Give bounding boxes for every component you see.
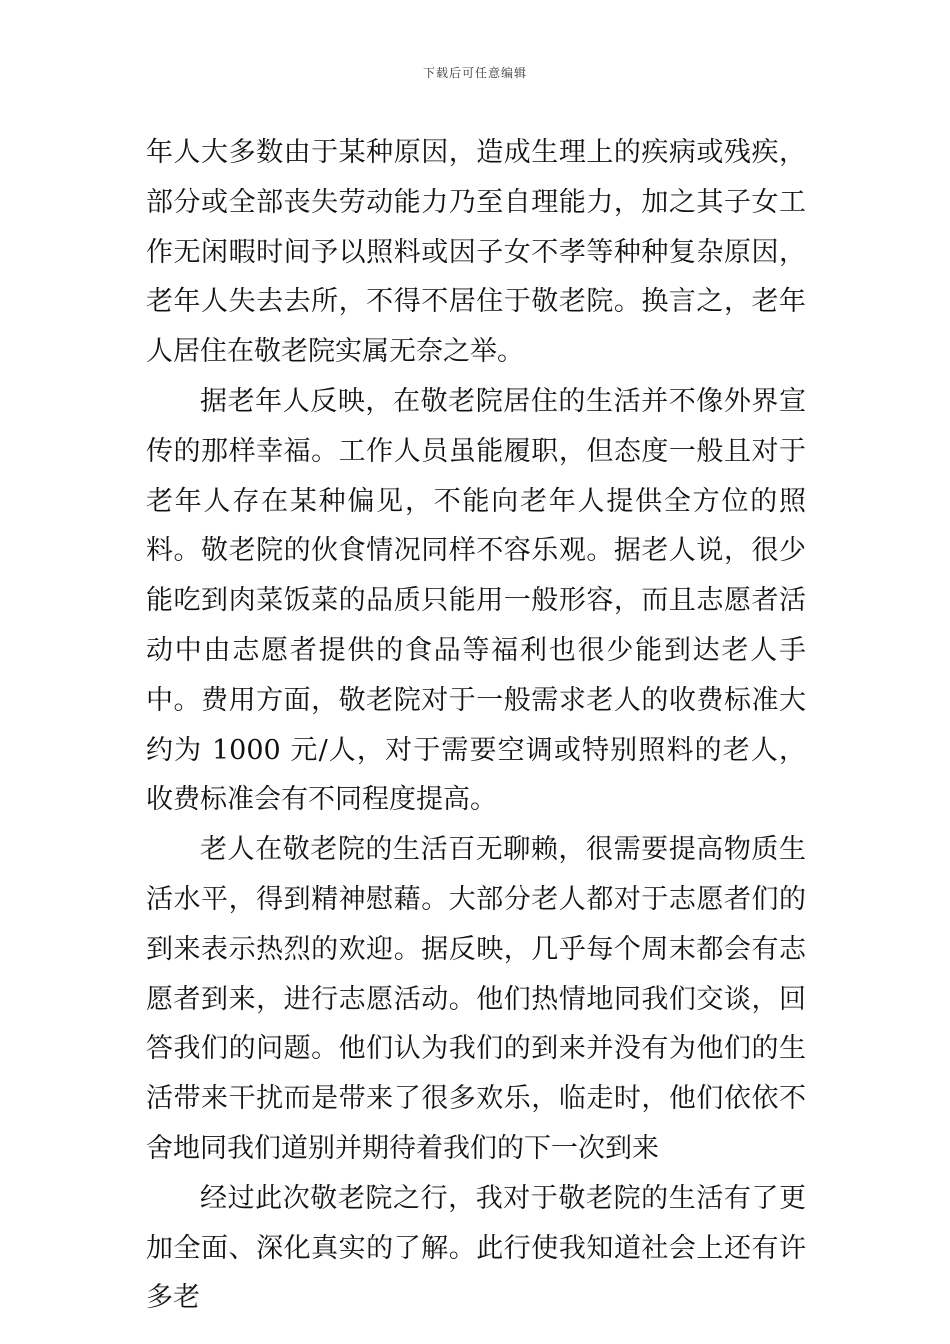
document-body: [146, 128, 806, 1323]
paragraph-4: 经过此次敬老院之行，我对于敬老院的生活有了更加全面、深化真实的了解。此行使我知道社会上还有许多老: [146, 1182, 806, 1314]
paragraph-1: 年人大多数由于某种原因，造成生理上的疾病或残疾，部分或全部丧失劳动能力乃至自理能力，加之其子女工作无闲暇时间予以照料或因子女不孝等种种复杂原因，老年人失去去所，不得不居住于敬老院。换言之，老年人居住在敬老院实属无奈之举。: [146, 137, 806, 368]
paragraph-2: 据老年人反映，在敬老院居住的生活并不像外界宣传的那样幸福。工作人员虽能履职，但态度一般且对于老年人存在某种偏见，不能向老年人提供全方位的照料。敬老院的伙食情况同样不容乐观。据老人说，很少能吃到肉菜饭菜的品质只能用一般形容，而且志愿者活动中由志愿者提供的食品等福利也很少能到达老人手中。费用方面，敬老院对于一般需求老人的收费标准大约为 1000 元/人，对于需要空调或特别照料的老人，收费标准会有不同程度提高。: [146, 385, 806, 816]
paragraph-3: 老人在敬老院的生活百无聊赖，很需要提高物质生活水平，得到精神慰藉。大部分老人都对于志愿者们的到来表示热烈的欢迎。据反映，几乎每个周末都会有志愿者到来，进行志愿活动。他们热情地同我们交谈，回答我们的问题。他们认为我们的到来并没有为他们的生活带来干扰而是带来了很多欢乐，临走时，他们依依不舍地同我们道别并期待着我们的下一次到来: [146, 834, 806, 1164]
page-header: 下载后可任意编辑: [422, 66, 527, 80]
